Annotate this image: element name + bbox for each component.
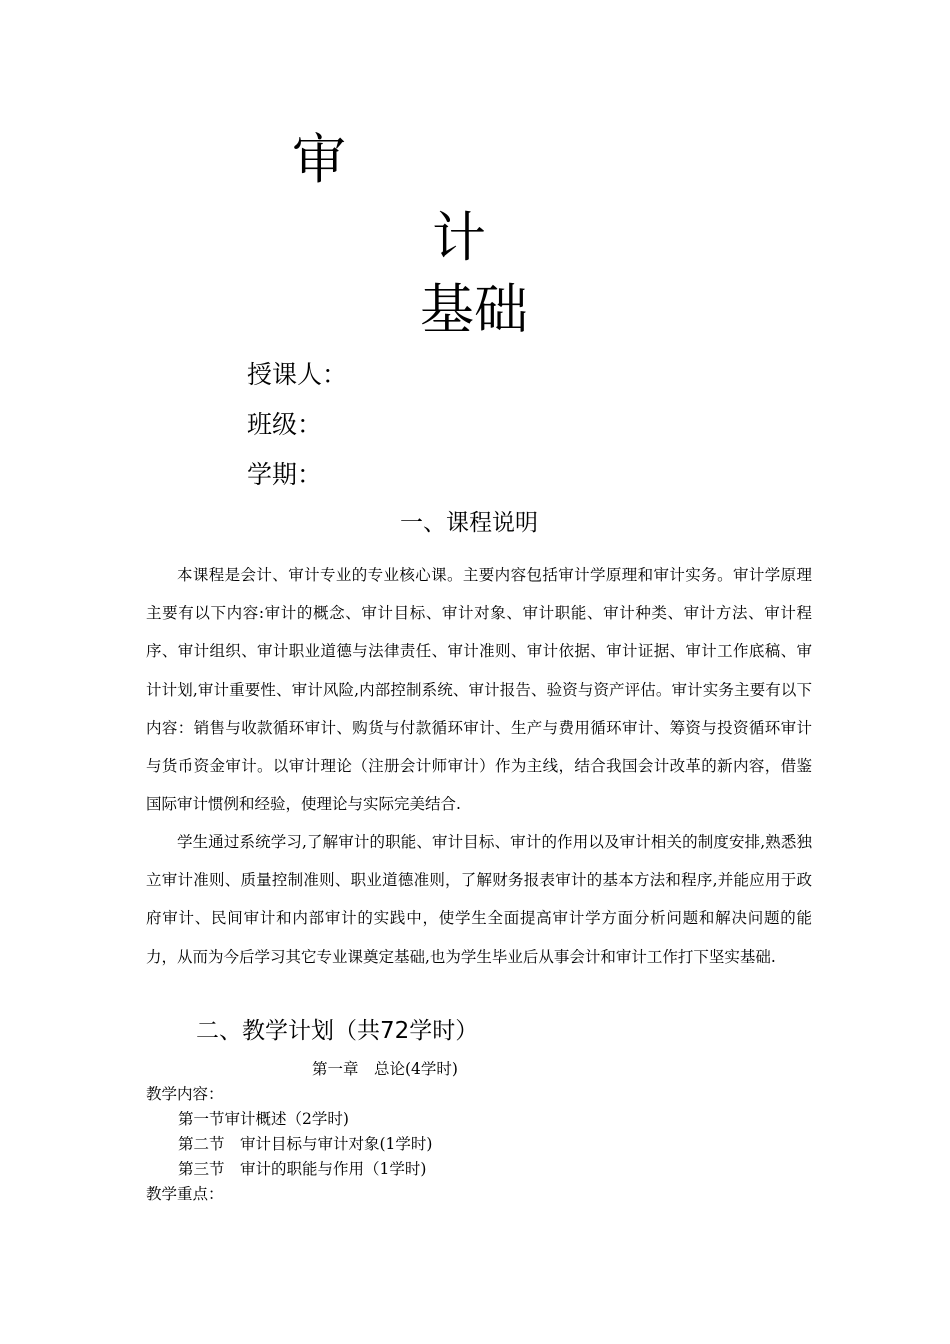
list-item: 第三节 审计的职能与作用（1学时): [178, 1160, 427, 1178]
semester-label: 学期：: [247, 460, 323, 489]
section-heading-course-description: 一、课程说明: [400, 510, 538, 536]
title-char-ji: 计: [432, 206, 486, 269]
list-item: 第一节审计概述（2学时): [178, 1110, 349, 1128]
key-points-label: 教学重点：: [146, 1185, 224, 1203]
course-description-paragraph-1: 本课程是会计、审计专业的专业核心课。主要内容包括审计学原理和审计实务。审计学原理主要有以下内容:审计的概念、审计目标、审计对象、审计职能、审计种类、审计方法、审计程序、审计组织、审计职业道德与法律责任、审计准则、审计依据、审计证据、审计工作底稿、审计计划,审计重要性、审计风险,内部控制系统、审计报告、验资与资产评估。审计实务主要有以下内容：销售与收款循环审计、购货与付款循环审计、生产与费用循环审计、筹资与投资循环审计与货币资金审计。以审计理论（注册会计师审计）作为主线，结合我国会计改革的新内容，借鉴国际审计惯例和经验，使理论与实际完美结合.: [146, 566, 812, 814]
list-item: 第二节 审计目标与审计对象(1学时): [178, 1135, 433, 1153]
teaching-content-label: 教学内容：: [146, 1085, 224, 1103]
title-word-jichu: 基础: [420, 278, 528, 341]
course-description-paragraph-2: 学生通过系统学习,了解审计的职能、审计目标、审计的作用以及审计相关的制度安排,熟悉独立审计准则、质量控制准则、职业道德准则，了解财务报表审计的基本方法和程序,并能应用于政府审计、民间审计和内部审计的实践中，使学生全面提高审计学方面分析问题和解决问题的能力，从而为今后学习其它专业课奠定基础,也为学生毕业后从事会计和审计工作打下坚实基础.: [146, 833, 812, 966]
chapter-title: 第一章 总论(4学时): [312, 1060, 458, 1078]
section-heading-teaching-plan: 二、教学计划（共72学时）: [196, 1018, 479, 1044]
instructor-label: 授课人：: [247, 360, 348, 389]
title-char-shen: 审: [292, 128, 346, 191]
class-label: 班级：: [247, 410, 323, 439]
